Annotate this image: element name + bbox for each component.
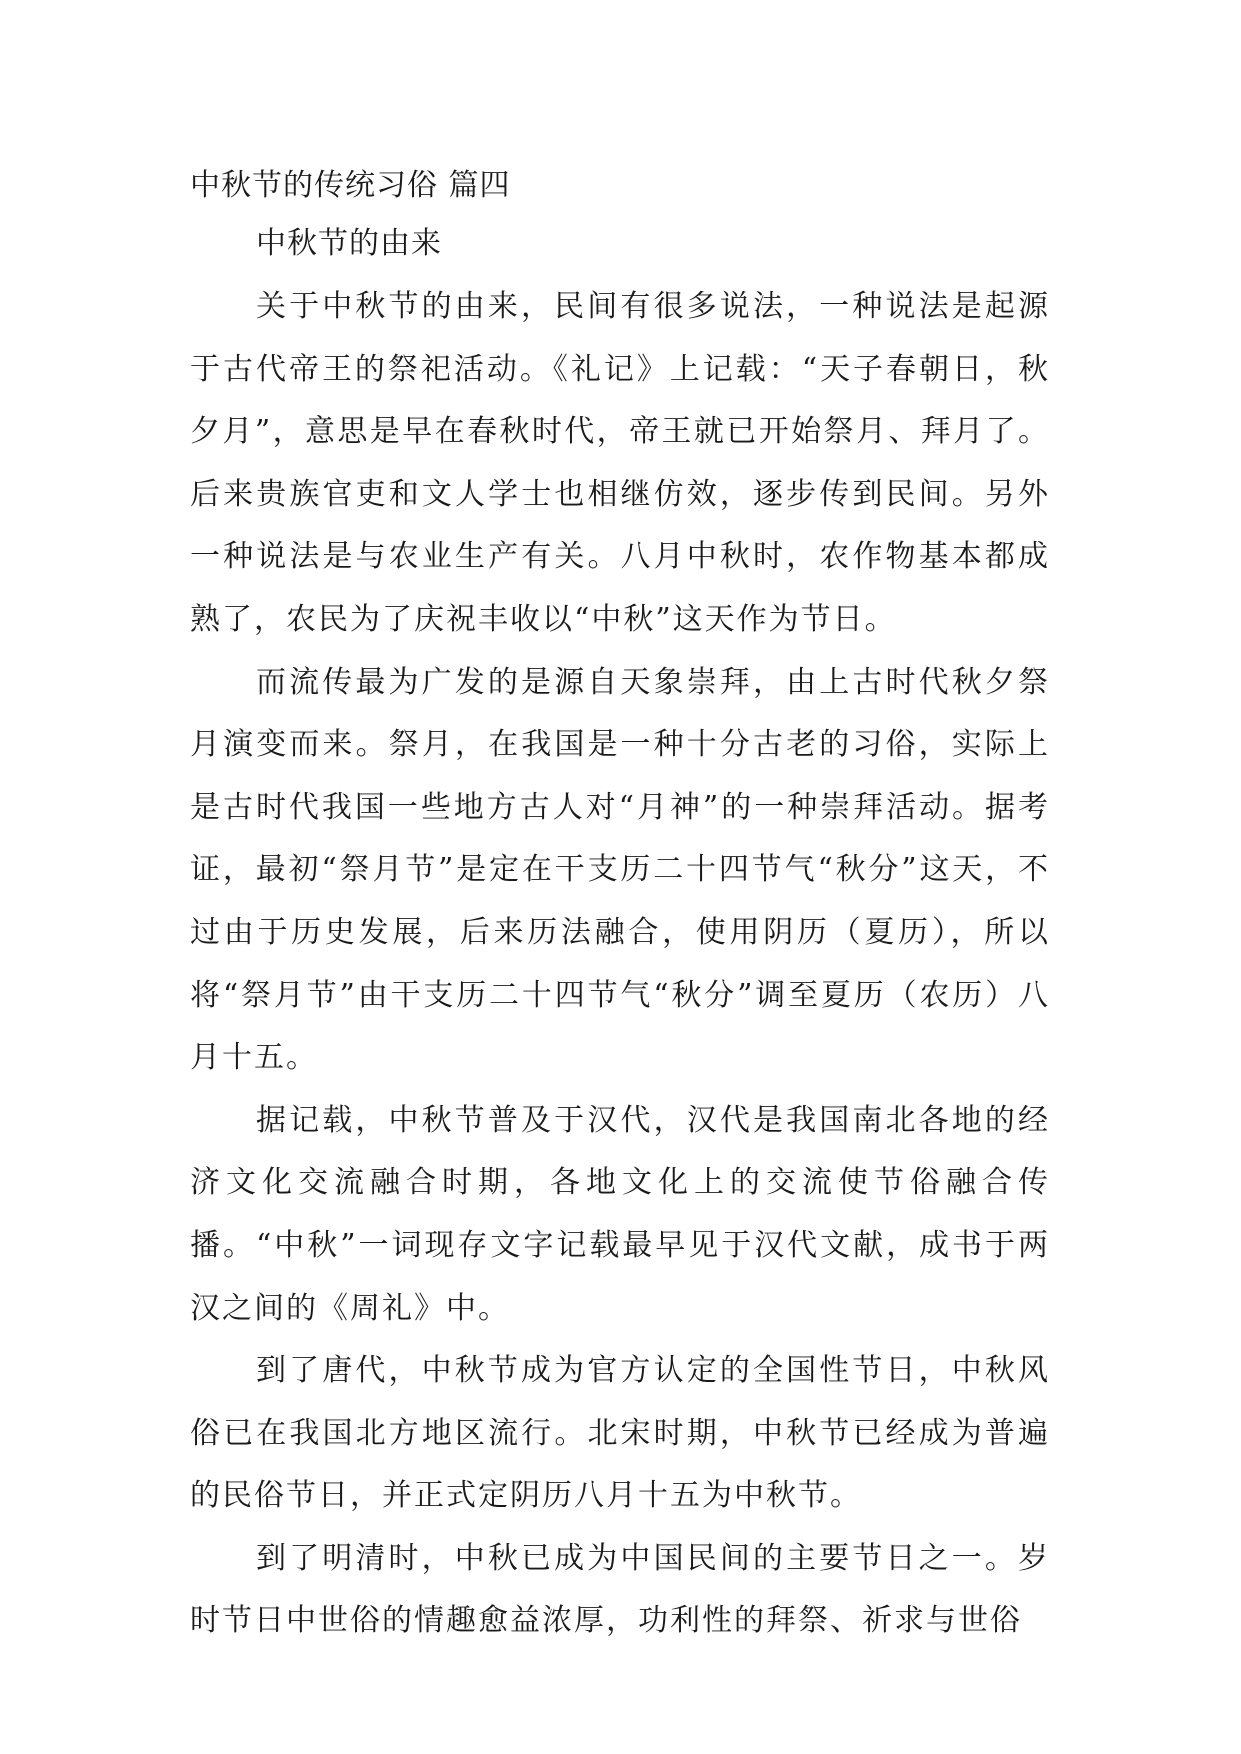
paragraph-ming-qing: 到了明清时，中秋已成为中国民间的主要节日之一。岁时节日中世俗的情趣愈益浓厚，功利性的拜祭、祈求与世俗	[190, 1540, 1050, 1639]
paragraph-moon-worship: 而流传最为广发的是源自天象崇拜，由上古时代秋夕祭月演变而来。祭月，在我国是一种十分古老的习俗，实际上是古时代我国一些地方古人对“月神”的一种崇拜活动。据考证，最初“祭月节”是定在干支历二十四节气“秋分”这天，不过由于历史发展，后来历法融合，使用阴历（夏历），所以将“祭月节”由干支历二十四节气“秋分”调至夏历（农历）八月十五。	[190, 664, 1050, 1076]
section-heading: 中秋节的由来	[256, 226, 442, 261]
paragraph-tang-song: 到了唐代，中秋节成为官方认定的全国性节日，中秋风俗已在我国北方地区流行。北宋时期，中秋节已经成为普遍的民俗节日，并正式定阴历八月十五为中秋节。	[190, 1353, 1050, 1514]
paragraph-han-dynasty: 据记载，中秋节普及于汉代，汉代是我国南北各地的经济文化交流融合时期，各地文化上的交流使节俗融合传播。“中秋”一词现存文字记载最早见于汉代文献，成书于两汉之间的《周礼》中。	[190, 1102, 1050, 1326]
paragraph-origin: 关于中秋节的由来，民间有很多说法，一种说法是起源于古代帝王的祭祀活动。《礼记》上记载：“天子春朝日，秋夕月”，意思是早在春秋时代，帝王就已开始祭月、拜月了。后来贵族官吏和文人学士也相继仿效，逐步传到民间。另外一种说法是与农业生产有关。八月中秋时，农作物基本都成熟了，农民为了庆祝丰收以“中秋”这天作为节日。	[190, 289, 1050, 637]
document-title: 中秋节的传统习俗 篇四	[190, 168, 511, 203]
document-body	[190, 160, 1050, 1653]
